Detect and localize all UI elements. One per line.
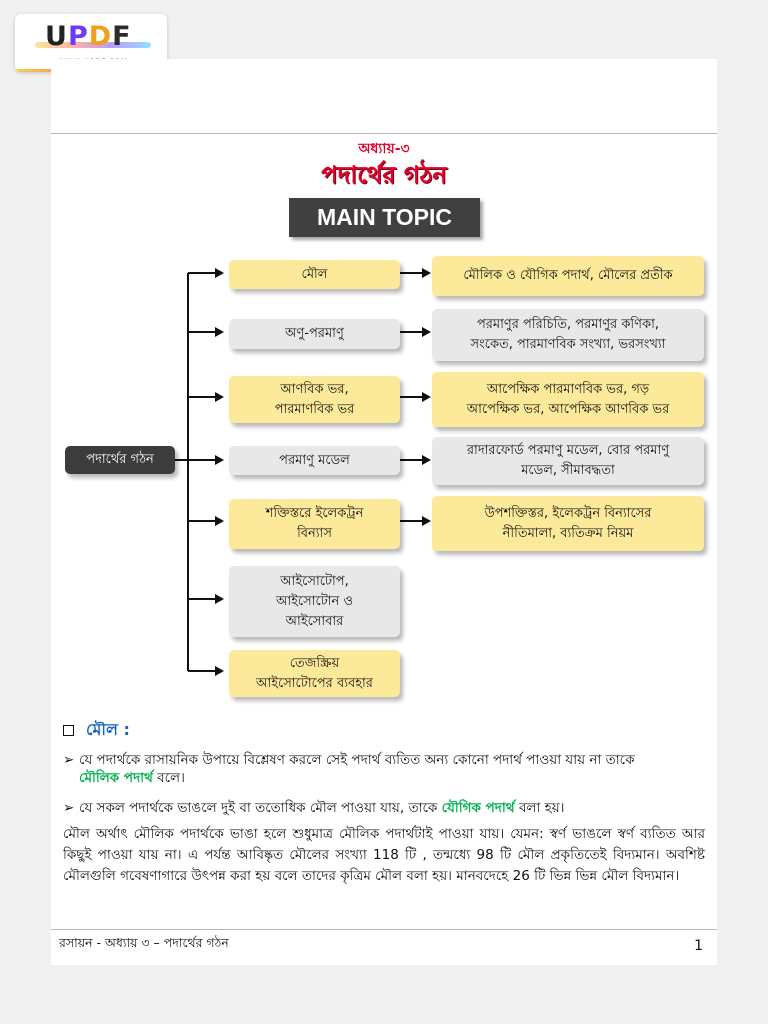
- branch-arrow: [215, 392, 224, 402]
- branch-arrow: [215, 268, 224, 278]
- branch-arrow: [215, 666, 224, 676]
- arrow-bullet-icon: ➢: [63, 752, 75, 768]
- term-highlight: মৌলিক পদার্থ: [79, 770, 153, 786]
- branch-line: [188, 520, 215, 522]
- detail-line: [400, 396, 422, 398]
- detail-line: [400, 331, 422, 333]
- detail-line: [400, 520, 422, 522]
- detail-arrow: [422, 327, 431, 337]
- topic-node: আণবিক ভর, পারমাণবিক ভর: [229, 376, 400, 423]
- bullet-item: [63, 751, 708, 787]
- chapter-label: অধ্যায়-৩: [358, 141, 410, 157]
- branch-line: [188, 331, 215, 333]
- topic-node: তেজস্ক্রিয় আইসোটোপের ব্যবহার: [229, 650, 400, 697]
- topic-node: শক্তিস্তরে ইলেকট্রন বিন্যাস: [229, 499, 400, 549]
- detail-line: [400, 459, 422, 461]
- body-paragraph: মৌল অর্থাৎ মৌলিক পদার্থকে ভাঙা হলে শুধুমাত্র মৌলিক পদার্থটাই পাওয়া যায়। যেমন: স্বর্ণ ভাঙলে স্বর্ণ ব্যতিত আর কিছুই পাওয়া যায় না। এ পর্যন্ত আবিষ্কৃত মৌলের সংখ্যা 118 টি , তন্মধ্যে 98 টি মৌল প্রকৃতিতেই বিদ্যমান। অবশিষ্ট মৌলগুলি গবেষণাগারে উৎপন্ন করা হয় বলে তাদের কৃত্রিম মৌল বলা হয়। মানবদেহে 26 টি ভিন্ন ভিন্ন মৌল বিদ্যমান।: [63, 826, 705, 884]
- branch-line: [188, 598, 215, 600]
- section-heading: [63, 717, 130, 744]
- topic-node: আইসোটোপ, আইসোটোন ও আইসোবার: [229, 566, 400, 637]
- detail-node: উপশক্তিস্তর, ইলেকট্রন বিন্যাসের নীতিমালা, ব্যতিক্রম নিয়ম: [432, 496, 704, 551]
- root-node: পদার্থের গঠন: [65, 446, 175, 474]
- detail-node: পরমাণুর পরিচিতি, পরমাণুর কণিকা, সংকেত, পারমাণবিক সংখ্যা, ভরসংখ্যা: [432, 309, 704, 361]
- branch-line: [188, 459, 215, 461]
- bullet-text: বলা হয়।: [514, 800, 565, 816]
- term-highlight: যৌগিক পদার্থ: [441, 800, 515, 816]
- bullet-text: বলে।: [152, 770, 185, 786]
- branch-line: [188, 670, 215, 672]
- detail-line: [400, 272, 422, 274]
- footer-rule: [51, 929, 717, 930]
- detail-arrow: [422, 516, 431, 526]
- footer-text: রসায়ন - অধ্যায় ৩ – পদার্থের গঠন: [59, 935, 229, 950]
- detail-arrow: [422, 268, 431, 278]
- main-topic-banner: MAIN TOPIC: [289, 198, 480, 237]
- branch-line: [188, 272, 215, 274]
- logo-wordmark: UPDF: [45, 21, 132, 52]
- chapter-title: পদার্থের গঠন: [321, 161, 447, 189]
- detail-arrow: [422, 455, 431, 465]
- detail-arrow: [422, 392, 431, 402]
- arrow-bullet-icon: ➢: [63, 800, 75, 816]
- bullet-item: [63, 799, 708, 817]
- branch-line: [188, 396, 215, 398]
- detail-node: মৌলিক ও যৌগিক পদার্থ, মৌলের প্রতীক: [432, 256, 704, 296]
- header-rule: [51, 133, 717, 134]
- topic-node: অণু-পরমাণু: [229, 319, 400, 349]
- root-connector: [175, 459, 188, 461]
- bullet-text: যে পদার্থকে রাসায়নিক উপায়ে বিশ্লেষণ করলে সেই পদার্থ ব্যতিত অন্য কোনো পদার্থ পাওয়া যায় না তাকে: [79, 752, 635, 768]
- topic-node: মৌল: [229, 260, 400, 289]
- checkbox-icon: [63, 725, 74, 736]
- branch-arrow: [215, 594, 224, 604]
- detail-node: আপেক্ষিক পারমাণবিক ভর, গড় আপেক্ষিক ভর, আপেক্ষিক আণবিক ভর: [432, 372, 704, 427]
- document-page: [51, 59, 717, 965]
- section-title: মৌল :: [86, 720, 130, 739]
- branch-arrow: [215, 327, 224, 337]
- branch-arrow: [215, 516, 224, 526]
- topic-node: পরমাণু মডেল: [229, 446, 400, 475]
- page-number: 1: [694, 938, 703, 954]
- detail-node: রাদারফোর্ড পরমাণু মডেল, বোর পরমাণু মডেল, সীমাবদ্ধতা: [432, 437, 704, 485]
- bullet-text: যে সকল পদার্থকে ভাঙলে দুই বা ততোধিক মৌল পাওয়া যায়, তাকে: [79, 800, 442, 816]
- branch-arrow: [215, 455, 224, 465]
